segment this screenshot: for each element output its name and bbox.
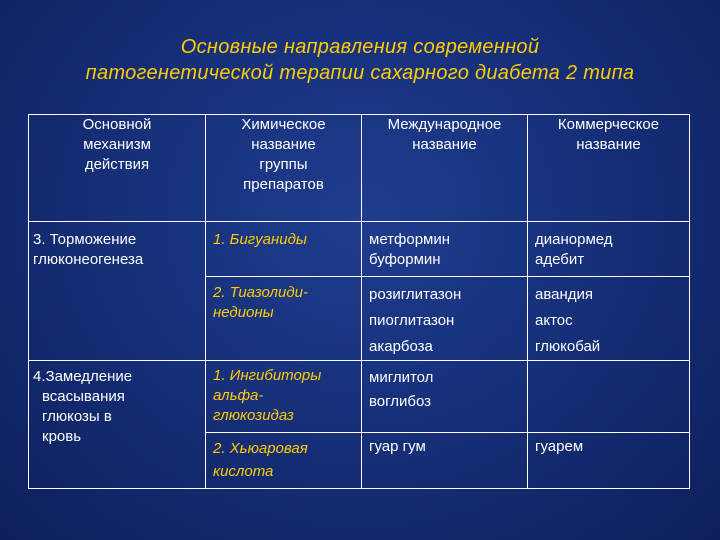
header-text: Химическое — [241, 116, 326, 133]
drug-group-cell — [206, 222, 362, 277]
international-name-cell — [362, 433, 528, 489]
international-name-text: миглитол — [369, 369, 434, 386]
international-name-cell — [362, 361, 528, 433]
mechanism-text: кровь — [42, 428, 82, 445]
international-name-cell — [362, 277, 528, 361]
header-international-name — [362, 115, 528, 222]
drug-group-cell — [206, 433, 362, 489]
commercial-name-text: глюкобай — [535, 338, 601, 355]
commercial-name-text: адебит — [535, 251, 585, 268]
drug-group-cell — [206, 361, 362, 433]
drug-group-text: глюкозидаз — [213, 407, 294, 424]
commercial-name-text: дианормед — [535, 231, 613, 248]
mechanism-text: глюкозы в — [42, 408, 112, 425]
header-text: Международное — [387, 116, 502, 133]
international-name-text: розиглитазон — [369, 286, 462, 303]
mechanism-text: 4.Замедление — [33, 368, 133, 385]
mechanism-text: всасывания — [42, 388, 125, 405]
header-commercial-name — [528, 115, 690, 222]
header-text: название — [576, 136, 641, 153]
table-row — [29, 222, 690, 277]
drug-group-cell — [206, 277, 362, 361]
mechanism-text: 3. Торможение — [33, 231, 137, 248]
header-chemical-group — [206, 115, 362, 222]
commercial-name-cell — [528, 361, 690, 433]
drug-group-text: недионы — [213, 304, 274, 321]
drug-group-text: 1. Ингибиторы — [213, 367, 322, 384]
header-text: название — [412, 136, 477, 153]
mechanism-cell — [29, 222, 206, 361]
header-text: название — [251, 136, 316, 153]
international-name-text: воглибоз — [369, 393, 432, 410]
international-name-cell — [362, 222, 528, 277]
commercial-name-cell — [528, 433, 690, 489]
mechanism-cell — [29, 361, 206, 489]
international-name-text: пиоглитазон — [369, 312, 455, 329]
slide-title — [0, 34, 720, 86]
header-text: механизм — [83, 136, 151, 153]
header-text: Основной — [82, 116, 152, 133]
drug-group-text: 2. Хьюаровая — [213, 440, 308, 457]
commercial-name-text: актос — [535, 312, 573, 329]
drug-group-text: кислота — [213, 463, 274, 480]
table-row — [29, 361, 690, 433]
international-name-text: акарбоза — [369, 338, 433, 355]
commercial-name-text: гуарем — [535, 438, 584, 455]
header-text: Коммерческое — [557, 116, 660, 133]
drug-group-text: альфа- — [213, 387, 264, 404]
mechanism-text: глюконеогенеза — [33, 251, 144, 268]
international-name-text: буформин — [369, 251, 441, 268]
header-text: препаратов — [243, 176, 324, 193]
drug-group-text: 2. Тиазолиди- — [213, 284, 308, 301]
international-name-text: гуар гум — [369, 438, 426, 455]
header-mechanism — [29, 115, 206, 222]
international-name-text: метформин — [369, 231, 451, 248]
commercial-name-text: авандия — [535, 286, 594, 303]
commercial-name-cell — [528, 222, 690, 277]
drug-group-text: 1. Бигуаниды — [213, 231, 307, 248]
slide-title-line-2: патогенетической терапии сахарного диабета 2 типа — [85, 62, 635, 84]
table-header-row — [29, 115, 690, 222]
header-text: группы — [259, 156, 308, 173]
commercial-name-cell — [528, 277, 690, 361]
header-text: действия — [84, 156, 150, 173]
slide-title-line-1: Основные направления современной — [180, 36, 540, 58]
therapy-table — [28, 114, 690, 489]
